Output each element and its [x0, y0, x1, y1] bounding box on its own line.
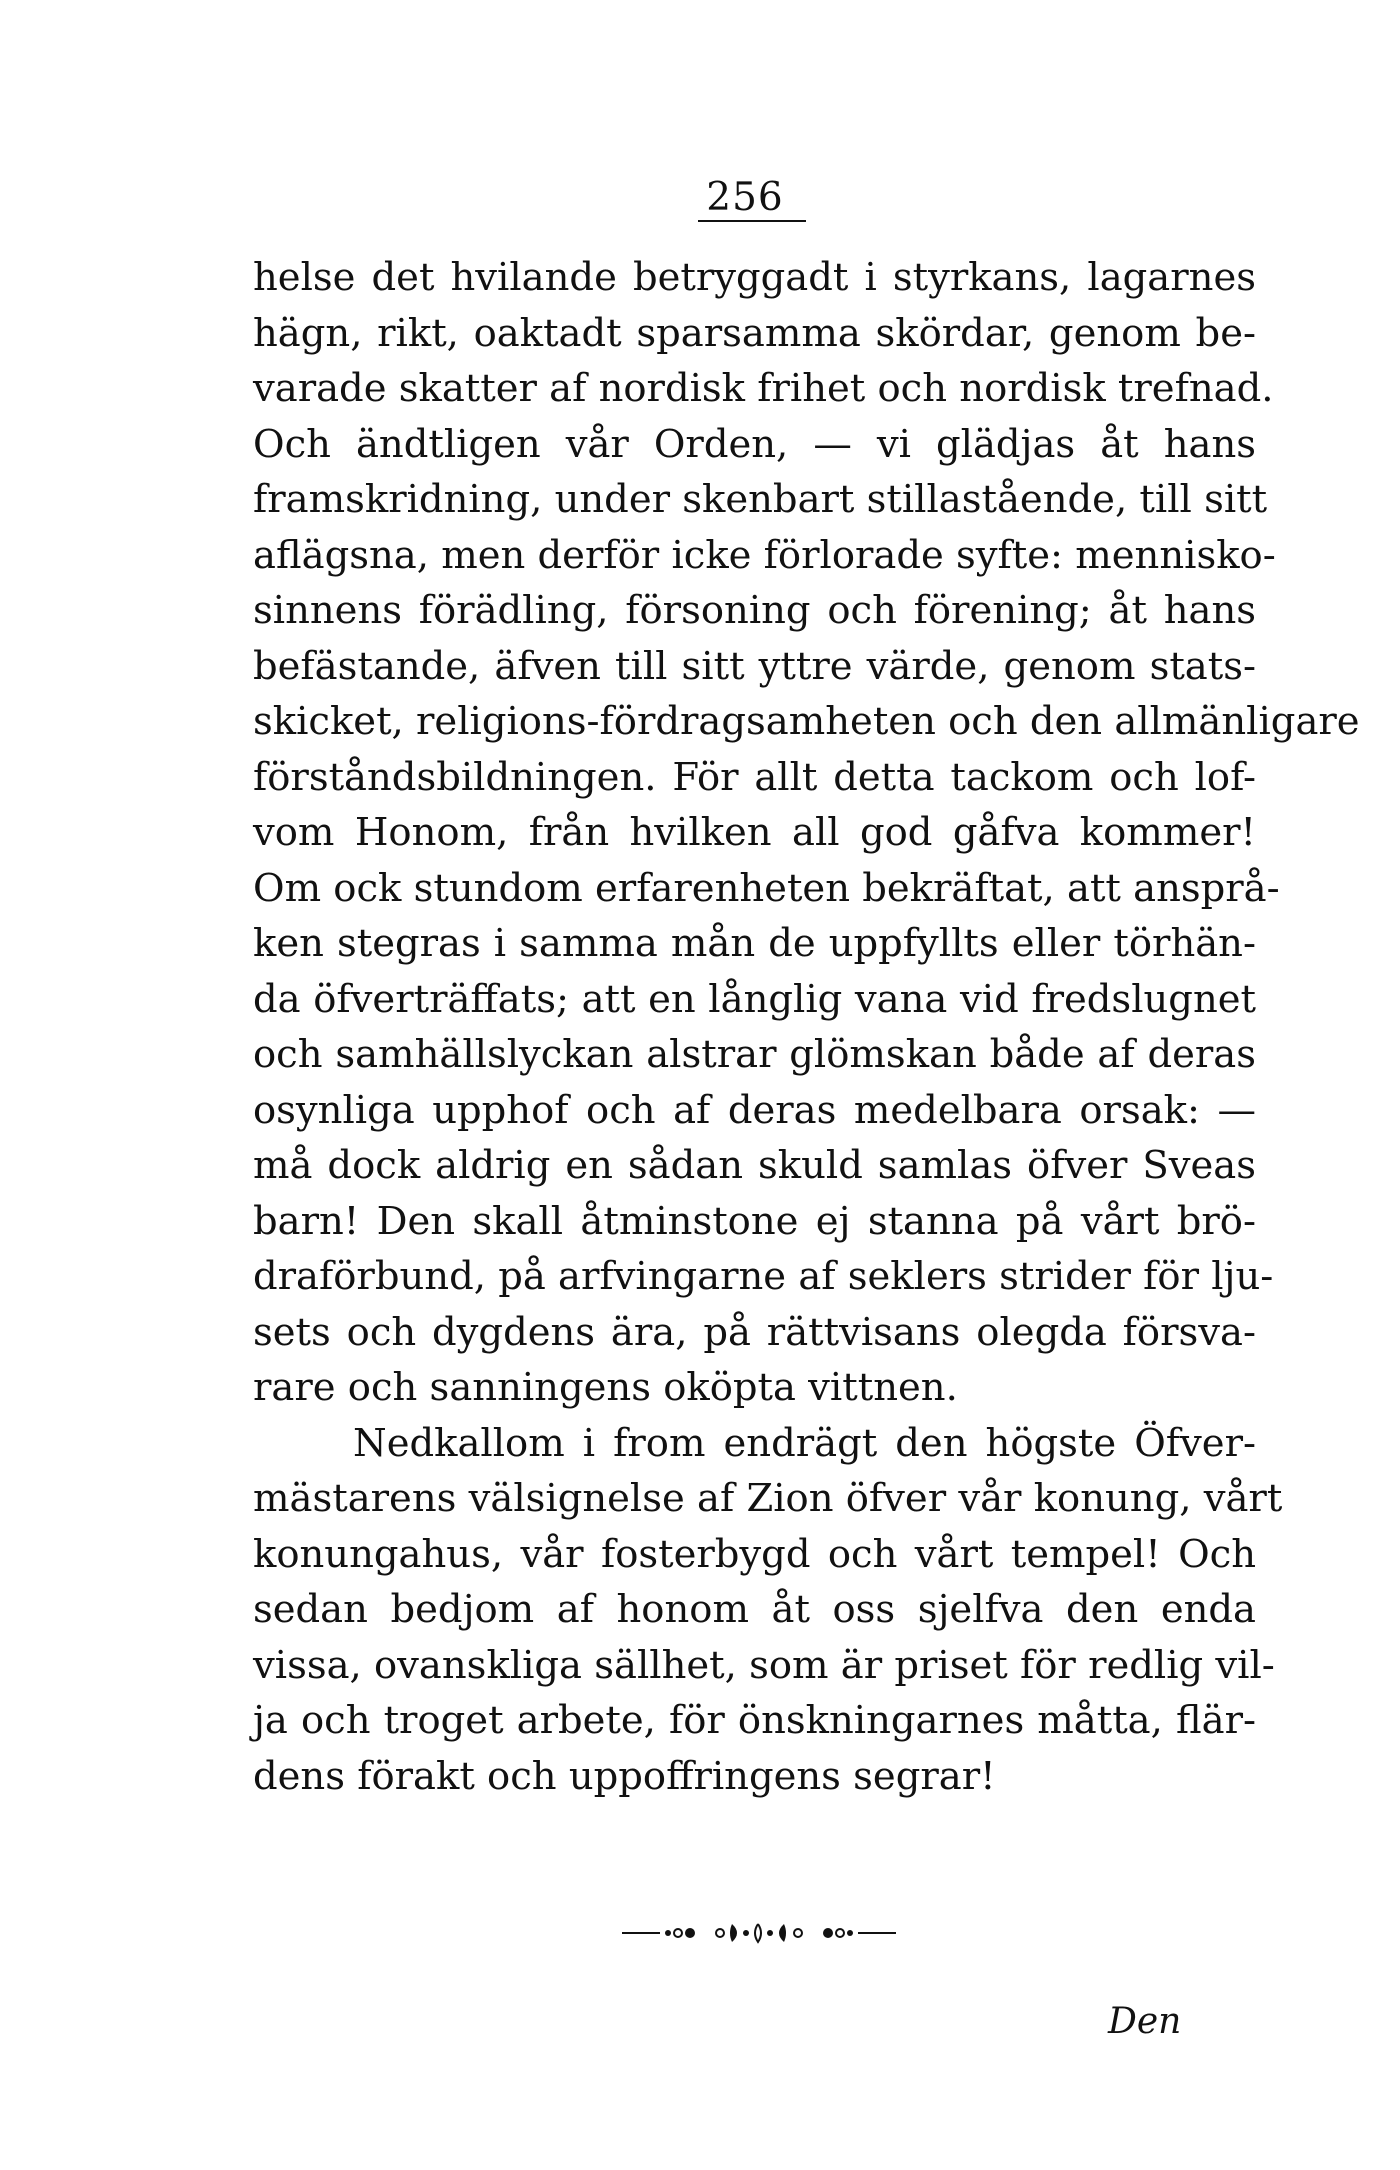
text-line: förståndsbildningen. För allt detta tackom och lof-: [253, 754, 1256, 800]
text-line: osynliga upphof och af deras medelbara orsak: —: [253, 1087, 1256, 1133]
text-line: sinnens förädling, försoning och förening; åt hans: [253, 588, 1256, 633]
text-line: barn! Den skall åtminstone ej stanna på vårt brö-: [253, 1198, 1256, 1244]
text-line: Och ändtligen vår Orden, — vi glädjas åt hans: [253, 421, 1256, 467]
text-line: må dock aldrig en sådan skuld samlas öfver Sveas: [253, 1143, 1256, 1188]
catchword: Den: [1108, 2001, 1182, 2042]
text-line: rare och sanningens oköpta vittnen.: [253, 1365, 958, 1410]
text-line: vissa, ovanskliga sällhet, som är priset för redlig vil-: [253, 1642, 1275, 1688]
text-line: hägn, rikt, oaktadt sparsamma skördar, genom be-: [253, 310, 1256, 356]
text-line: befästande, äfven till sitt yttre värde, genom stats-: [253, 643, 1256, 689]
text-line: varade skatter af nordisk frihet och nordisk trefnad.: [253, 366, 1274, 411]
fleuron-ornament: [620, 1918, 900, 1948]
text-line: da öfverträffats; att en långlig vana vid fredslugnet: [253, 976, 1256, 1022]
text-line: mästarens välsignelse af Zion öfver vår konung, vårt: [253, 1476, 1283, 1521]
text-line: dens förakt och uppoffringens segrar!: [253, 1753, 996, 1799]
text-line: ja och troget arbete, för önskningarnes måtta, flär-: [253, 1698, 1256, 1743]
text-line: Om ock stundom erfarenheten bekräftat, att ansprå-: [253, 865, 1280, 911]
text-line: Nedkallom i from endrägt den högste Öfver-: [353, 1420, 1256, 1466]
text-line: sedan bedjom af honom åt oss sjelfva den enda: [253, 1587, 1256, 1632]
page-number: 256: [706, 175, 784, 220]
page-number-rule: [698, 220, 806, 222]
text-line: ken stegras i samma mån de uppfyllts eller törhän-: [253, 921, 1256, 966]
text-line: vom Honom, från hvilken all god gåfva kommer!: [253, 810, 1256, 855]
body-text: [253, 250, 1360, 1804]
text-line: konungahus, vår fosterbygd och vårt tempel! Och: [253, 1531, 1256, 1577]
text-line: framskridning, under skenbart stillastående, till sitt: [253, 477, 1268, 522]
text-line: helse det hvilande betryggadt i styrkans, lagarnes: [253, 255, 1256, 300]
text-line: draförbund, på arfvingarne af seklers strider för lju-: [253, 1254, 1274, 1299]
text-line: och samhällslyckan alstrar glömskan både af deras: [253, 1032, 1256, 1077]
text-line: sets och dygdens ära, på rättvisans olegda försva-: [253, 1309, 1256, 1355]
text-line: skicket, religions-fördragsamheten och den allmänligare: [253, 699, 1360, 744]
text-line: aflägsna, men derför icke förlorade syfte: mennisko-: [253, 532, 1276, 578]
